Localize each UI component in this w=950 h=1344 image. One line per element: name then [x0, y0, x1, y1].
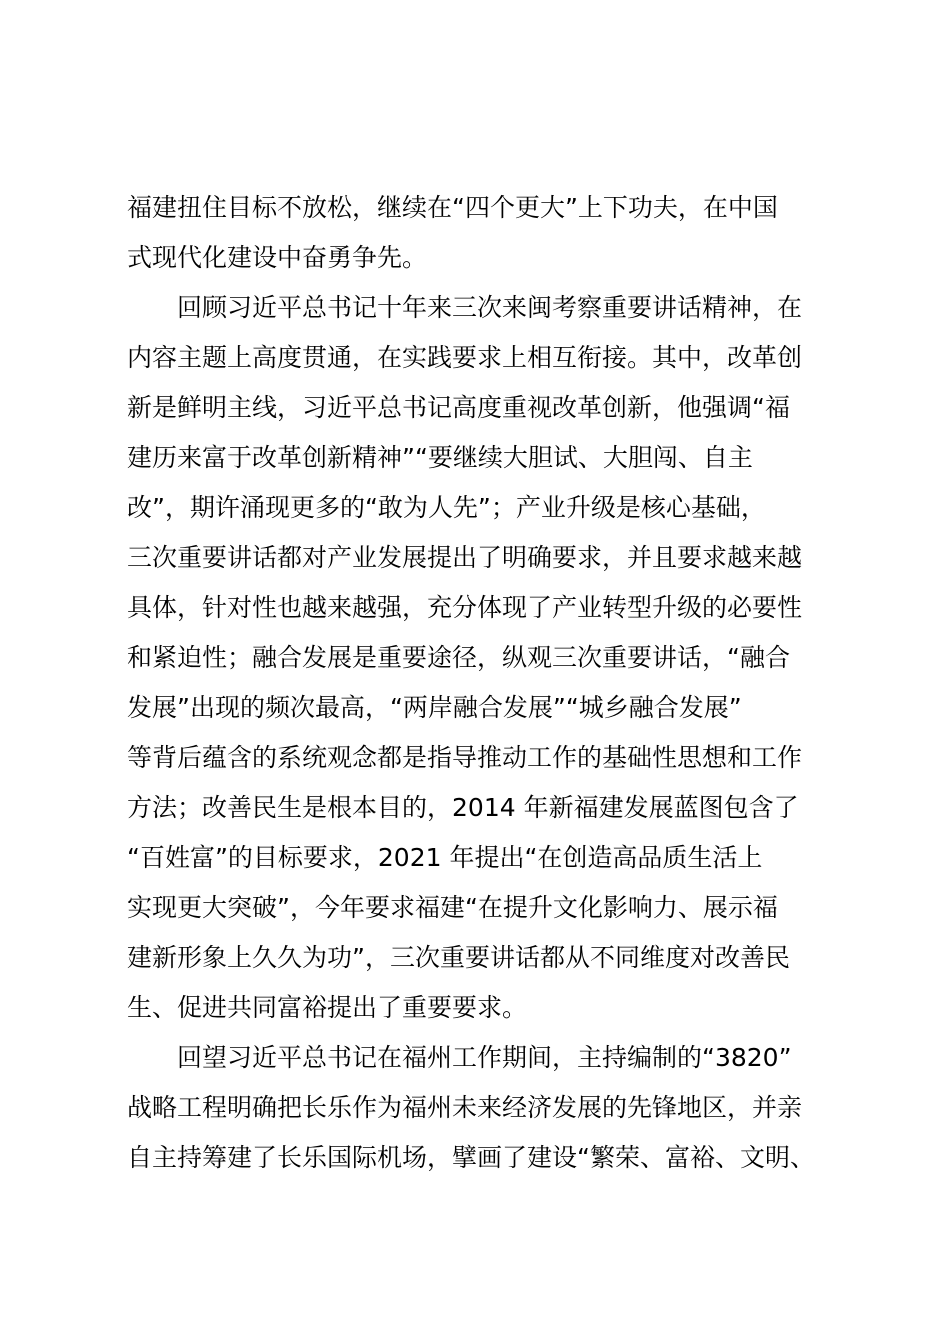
- text-line: 发展”出现的频次最高，“两岸融合发展”“城乡融合发展”: [127, 693, 742, 722]
- text-line: 回顾习近平总书记十年来三次来闽考察重要讲话精神，在: [127, 293, 803, 322]
- text-line: 生、促进共同富裕提出了重要要求。: [127, 993, 528, 1022]
- text-line: 建历来富于改革创新精神”“要继续大胆试、大胆闯、自主: [127, 443, 753, 472]
- text-line: 式现代化建设中奋勇争先。: [127, 243, 428, 272]
- text-line: 战略工程明确把长乐作为福州未来经济发展的先锋地区，并亲: [127, 1093, 803, 1122]
- body-text: [127, 183, 847, 1183]
- text-line: 回望习近平总书记在福州工作期间，主持编制的“3820”: [127, 1043, 792, 1072]
- text-line: 自主持筹建了长乐国际机场，擘画了建设“繁荣、富裕、文明、: [127, 1143, 815, 1172]
- text-line: 三次重要讲话都对产业发展提出了明确要求，并且要求越来越: [127, 543, 803, 572]
- text-line: 方法；改善民生是根本目的，2014 年新福建发展蓝图包含了: [127, 793, 799, 822]
- text-line: 等背后蕴含的系统观念都是指导推动工作的基础性思想和工作: [127, 743, 803, 772]
- text-line: 新是鲜明主线，习近平总书记高度重视改革创新，他强调“福: [127, 393, 790, 422]
- text-line: 具体，针对性也越来越强，充分体现了产业转型升级的必要性: [127, 593, 803, 622]
- text-line: 内容主题上高度贯通，在实践要求上相互衔接。其中，改革创: [127, 343, 803, 372]
- text-line: 和紧迫性；融合发展是重要途径，纵观三次重要讲话，“融合: [127, 643, 790, 672]
- text-line: 福建扭住目标不放松，继续在“四个更大”上下功夫，在中国: [127, 193, 778, 222]
- text-line: 建新形象上久久为功”，三次重要讲话都从不同维度对改善民: [127, 943, 790, 972]
- text-line: 实现更大突破”，今年要求福建“在提升文化影响力、展示福: [127, 893, 778, 922]
- text-line: 改”，期许涌现更多的“敢为人先”；产业升级是核心基础，: [127, 493, 766, 522]
- text-line: “百姓富”的目标要求，2021 年提出“在创造高品质生活上: [127, 843, 763, 872]
